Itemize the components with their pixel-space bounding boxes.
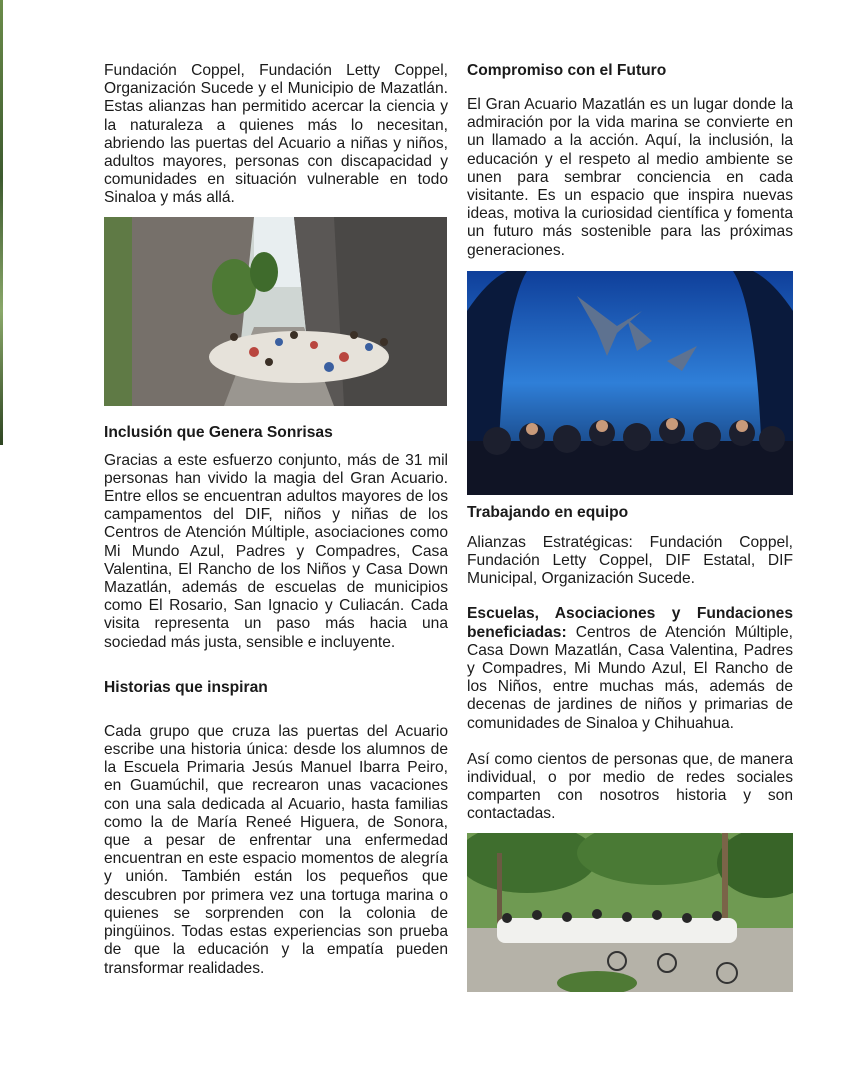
- historias-body: Cada grupo que cruza las puertas del Acuario escribe una historia única: desde los alumnos de la Escuela Primaria Jesús Manuel Ibarra Peiro, en Guamúchil, que recrearon unas vacaciones con una sala dedicada al Acuario, hasta familias como la de María Reneé Higuera, de Sonora, que a pesar de enfrentar una enfermedad encuentran en este espacio momentos de alegría y unión. También están los pequeños que descubren por primera vez una tortuga marina o quienes se sorprenden con la colonia de pingüinos. Todas estas experiencias son prueba de que la educación y la empatía pueden transformar realidades.: [104, 722, 448, 977]
- escuelas-body: Centros de Atención Múltiple, Casa Down Mazatlán, Casa Valentina, Padres y Compadres, Mi Mundo Azul, El Rancho de los Niños, entre muchas más, además de decenas de jardines de niños y primarias de comunidades de Sinaloa y Chihuahua.: [467, 623, 793, 732]
- aquarium-tunnel-photo-icon: [467, 271, 793, 495]
- equipo-heading: Trabajando en equipo: [467, 503, 629, 521]
- right-column: [467, 62, 793, 992]
- compromiso-heading: Compromiso con el Futuro: [467, 62, 667, 79]
- cientos-paragraph: Así como cientos de personas que, de manera individual, o por medio de redes sociales comparten con nosotros historia y son contactadas.: [467, 750, 793, 823]
- inclusion-body: Gracias a este esfuerzo conjunto, más de 31 mil personas han vivido la magia del Gran Acuario. Entre ellos se encuentran adultos mayores de los campamentos del DIF, niños y niñas de los Centros de Atención Múltiple, asociaciones como Mi Mundo Azul, Padres y Compadres, Casa Valentina, El Rancho de los Niños y Casa Down Mazatlán, además de escuelas de municipios como El Rosario, San Ignacio y Culiacán. Cada visita representa un paso más hacia una sociedad más justa, sensible e incluyente.: [104, 451, 448, 651]
- intro-paragraph: Fundación Coppel, Fundación Letty Coppel, Organización Sucede y el Municipio de Mazatlán. Estas alianzas han permitido acercar la ciencia y la naturaleza a quienes más lo necesitan, abriendo las puertas del Acuario a niñas y niños, adultos mayores, personas con discapacidad y comunidades en situación vulnerable en todo Sinaloa y más allá.: [104, 62, 448, 207]
- escuelas-paragraph: [467, 605, 793, 732]
- escuelas-lead: Escuelas, Asociaciones y Fundaciones beneficiadas:: [467, 605, 793, 641]
- historias-heading: Historias que inspiran: [104, 678, 268, 696]
- left-column: [104, 62, 448, 978]
- equipo-body: Alianzas Estratégicas: Fundación Coppel, Fundación Letty Coppel, DIF Estatal, DIF Municipal, Organización Sucede.: [467, 533, 793, 588]
- outdoor-group-photo-icon: [467, 833, 793, 992]
- page-edge-foliage: [0, 0, 3, 445]
- compromiso-body: El Gran Acuario Mazatlán es un lugar donde la admiración por la vida marina se convierte en un llamado a la acción. Aquí, la inclusión, la educación y el respeto al medio ambiente se unen para sembrar conciencia en cada visitante. Es un espacio que inspira nuevas ideas, motiva la curiosidad científica y fomenta un futuro más sostenible para las próximas generaciones.: [467, 96, 793, 259]
- group-photo-icon: [104, 217, 447, 406]
- inclusion-heading: Inclusión que Genera Sonrisas: [104, 423, 333, 441]
